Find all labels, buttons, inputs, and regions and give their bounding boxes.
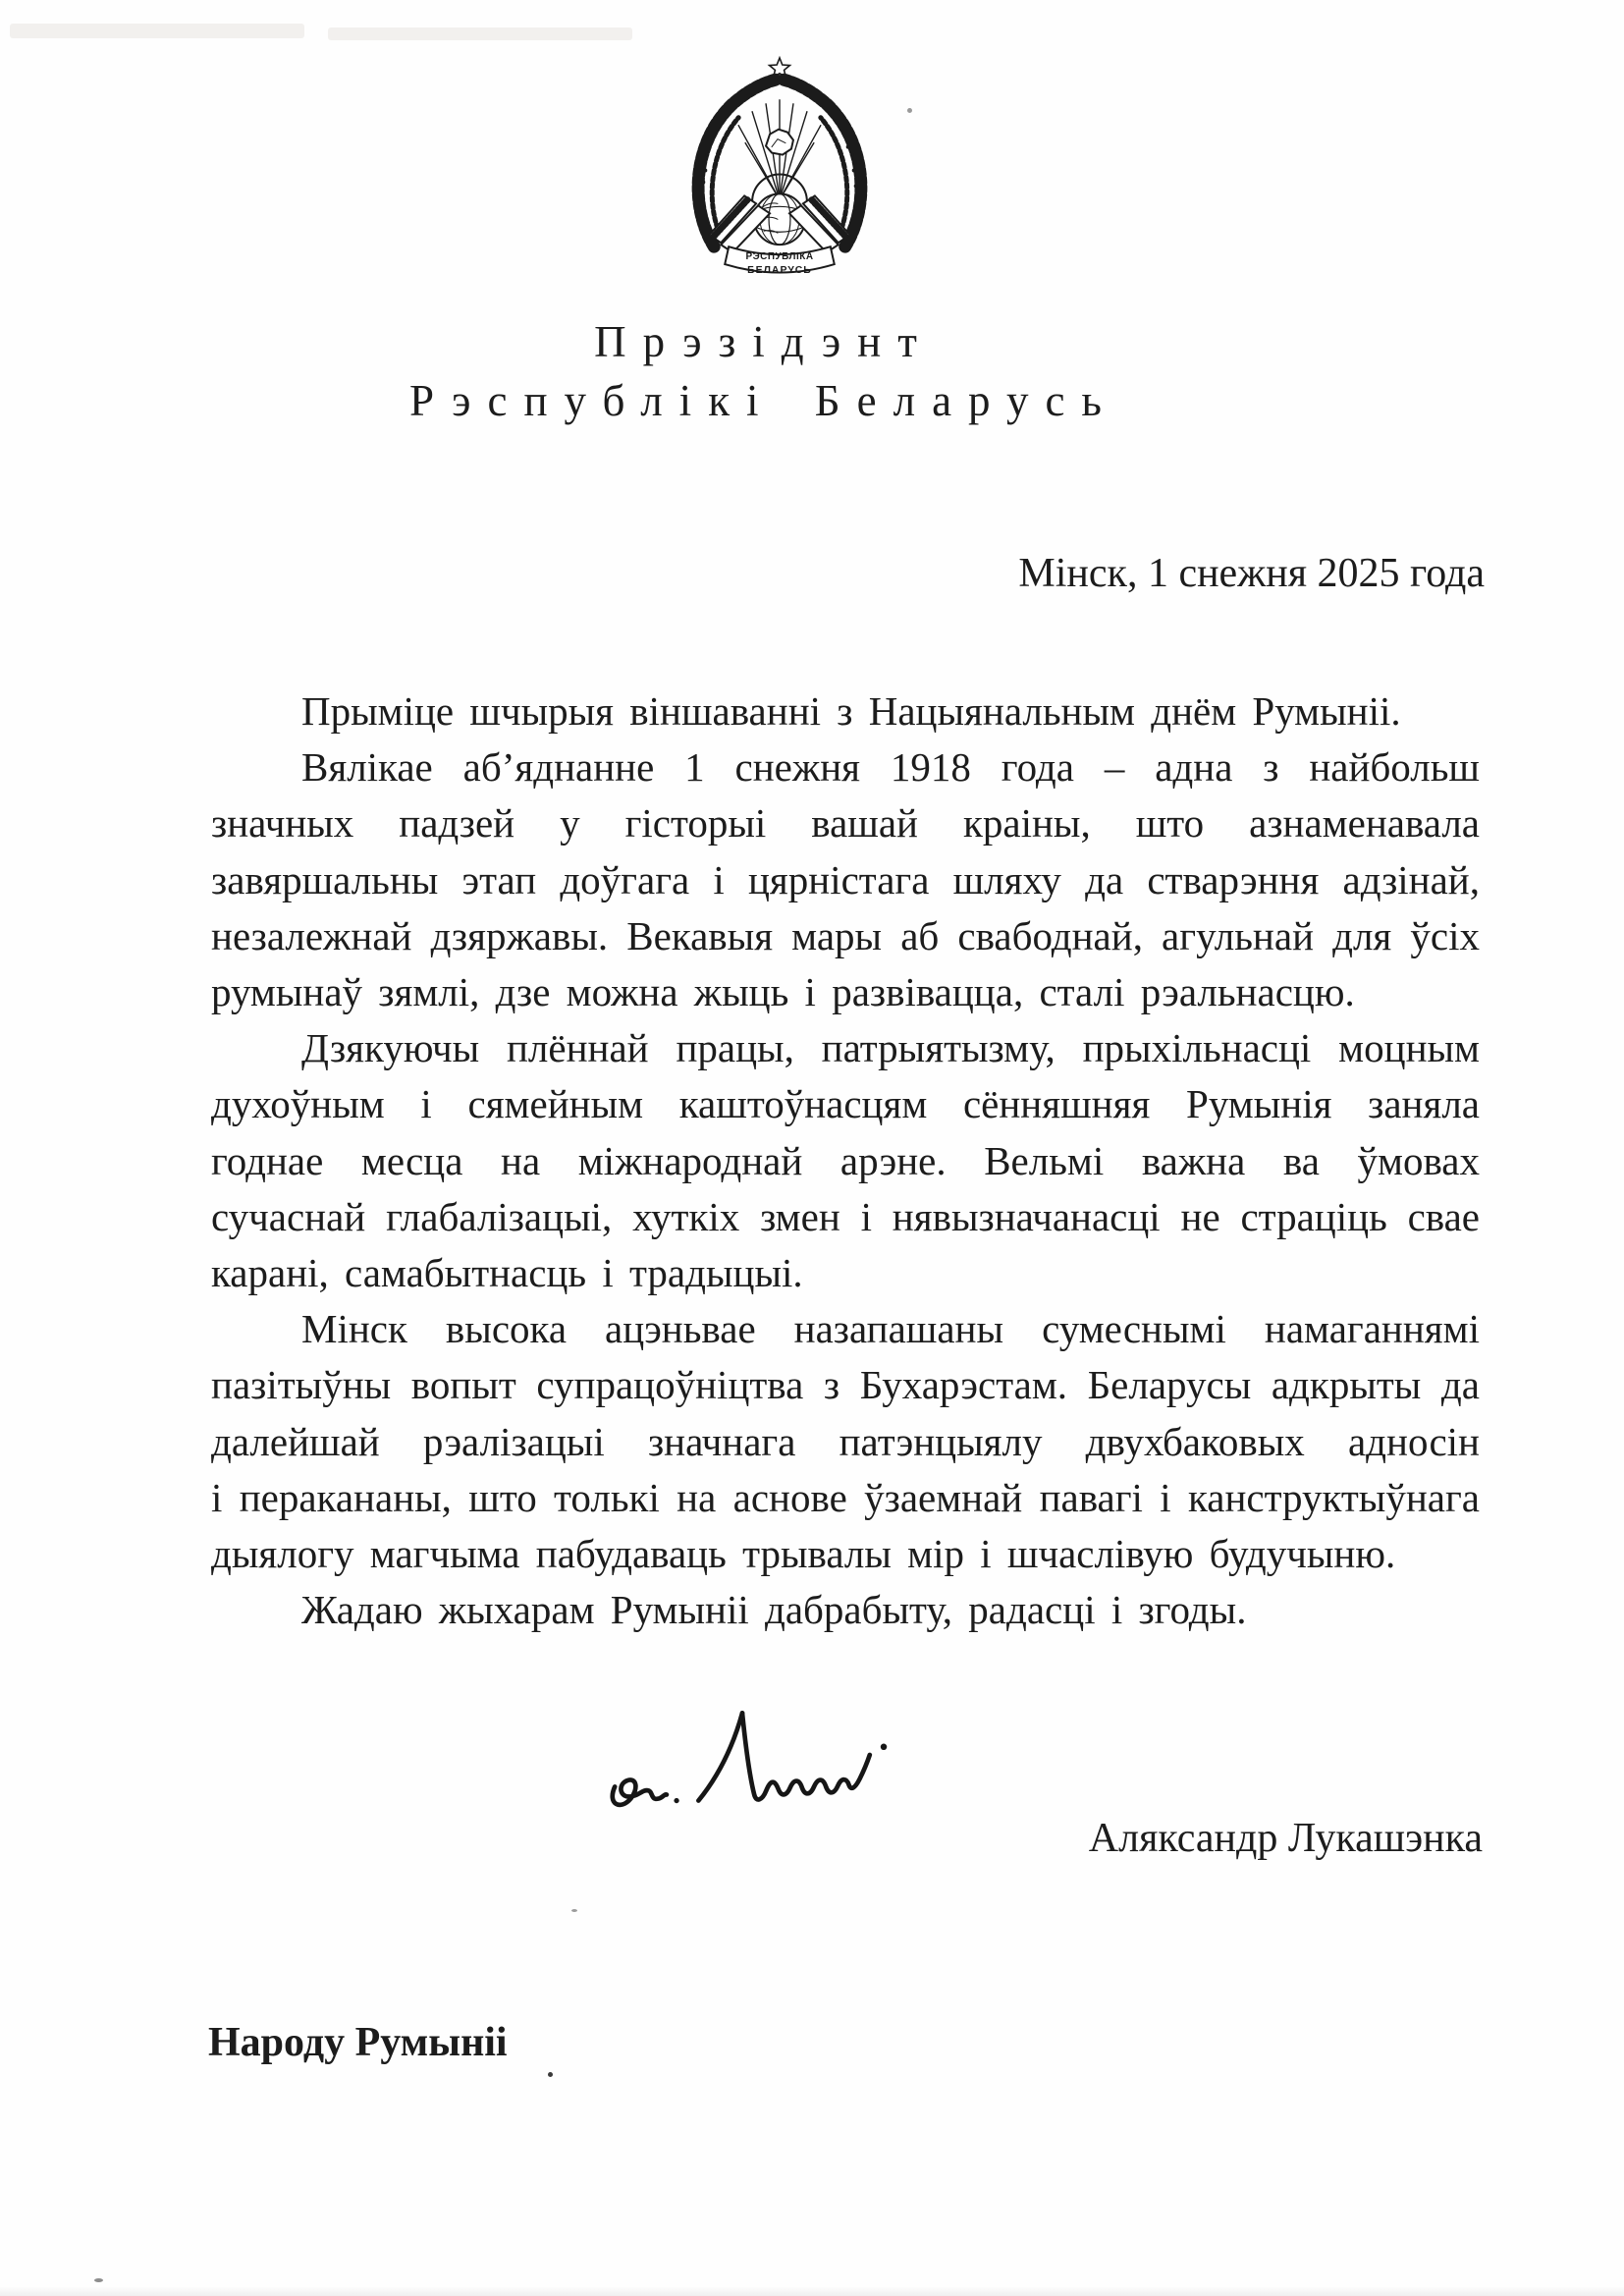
body-line: духоўным і сямейным каштоўнасцям сённяшняя Румынія заняла [211, 1081, 1480, 1127]
scan-artifact [328, 27, 632, 40]
scan-artifact [571, 1909, 577, 1912]
body-line: сучаснай глабалізацыі, хуткіх змен і нявызначанасці не страціць свае [211, 1193, 1480, 1239]
paragraph [211, 1582, 1480, 1638]
paragraph [211, 1020, 1480, 1301]
scan-artifact [548, 2072, 553, 2077]
paragraph [211, 683, 1480, 739]
letterhead-title-line1: Прэзідэнт [594, 317, 934, 366]
signatory-name: Аляксандр Лукашэнка [1088, 1816, 1483, 1861]
dateline: Мінск, 1 снежня 2025 года [1018, 551, 1485, 596]
letterhead-title-line2: Рэспублікі Беларусь [409, 376, 1118, 425]
paragraph [211, 739, 1480, 1020]
addressee: Народу Румыніі [208, 2020, 508, 2065]
body-line: значных падзей у гісторыі вашай краіны, што азнаменавала [211, 800, 1480, 847]
scan-artifact [907, 108, 912, 113]
body-line: Мінск высока ацэньвае назапашаны сумеснымі намаганнямі [301, 1306, 1480, 1352]
paragraph [211, 1301, 1480, 1582]
body-line: пазітыўны вопыт супрацоўніцтва з Бухарэстам. Беларусы адкрыты да [211, 1362, 1480, 1408]
scan-artifact [10, 24, 304, 38]
belarus-coat-of-arms-icon [680, 53, 879, 283]
body-line: Вялікае аб’яднанне 1 снежня 1918 года – адна з найбольш [301, 744, 1480, 791]
scan-edge-shadow [0, 2286, 1624, 2296]
body-line: Жадаю жыхарам Румыніі дабрабыту, радасці і згоды. [301, 1587, 1247, 1633]
letter-body [211, 683, 1480, 1638]
body-line: і перакананы, што толькі на аснове ўзаемнай павагі і канструктыўнага [211, 1474, 1480, 1520]
body-line: Дзякуючы плённай працы, патрыятызму, прыхільнасці моцным [301, 1025, 1480, 1071]
signature-image [589, 1691, 895, 1831]
body-line: завяршальны этап доўгага і цярністага шляху да стварэння адзінай, [211, 856, 1480, 902]
body-line: Прыміце шчырыя віншаванні з Нацыянальным днём Румыніі. [301, 688, 1401, 734]
emblem-ribbon-text-line1: РЭСПУБЛІКА [745, 251, 814, 263]
body-line: незалежнай дзяржавы. Векавыя мары аб свабоднай, агульнай для ўсіх [211, 912, 1480, 958]
emblem-ribbon-text-line2: БЕЛАРУСЬ [747, 265, 812, 277]
letterhead [96, 312, 1432, 430]
body-line: румынаў зямлі, дзе можна жыць і развівацца, сталі рэальнасцю. [211, 969, 1355, 1015]
scan-artifact [94, 2278, 103, 2282]
body-line: карані, самабытнасць і традыцыі. [211, 1250, 803, 1296]
body-line: далейшай рэалізацыі значнага патэнцыялу двухбаковых адносін [211, 1418, 1480, 1464]
body-line: годнае месца на міжнароднай арэне. Вельмі важна ва ўмовах [211, 1137, 1480, 1183]
body-line: дыялогу магчыма пабудаваць трывалы мір і шчаслівую будучыню. [211, 1531, 1396, 1577]
